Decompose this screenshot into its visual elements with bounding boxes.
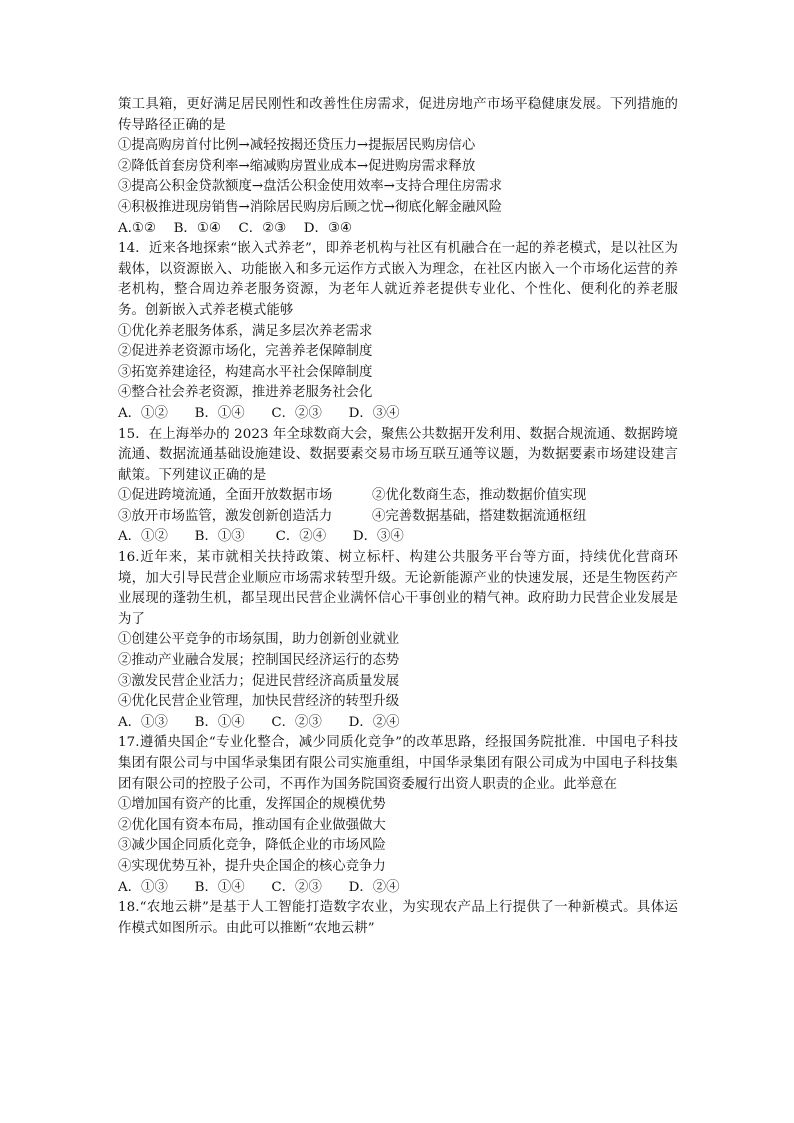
question-16-option-1: ①创建公平竞争的市场氛围，助力创新创业就业 — [118, 632, 400, 648]
question-13-option-4: ④积极推进现房销售→消除居民购房后顾之忧→彻底化解金融风险 — [118, 199, 502, 215]
question-16 — [118, 548, 678, 733]
question-14-answers: A．①② B．①④ C．②③ D．③④ — [118, 405, 400, 421]
question-17 — [118, 733, 678, 898]
question-14-stem: 14．近来各地探索“嵌入式养老”，即养老机构与社区有机融合在一起的养老模式，是以社区为载体，以资源嵌入、功能嵌入和多元运作方式嵌入为理念，在社区内嵌入一个市场化运营的养老机构，整合周边养老服务资源，为老年人就近养老提供专业化、个性化、便利化的养老服务。创新嵌入式养老模式能够 — [118, 241, 678, 318]
question-17-stem: 17.遵循央国企“专业化整合，减少同质化竞争”的改革思路，经报国务院批准．中国电子科技集团有限公司与中国华录集团有限公司实施重组，中国华录集团有限公司成为中国电子科技集团有限公司的控股子公司，不再作为国务院国资委履行出资人职责的企业。此举意在 — [118, 735, 678, 792]
question-15-option-1: ①促进跨境流通，全面开放数据市场 — [118, 488, 333, 504]
question-16-option-2: ②推动产业融合发展；控制国民经济运行的态势 — [118, 653, 400, 669]
question-15-options-row-2 — [118, 507, 678, 528]
question-15-stem: 15．在上海举办的 2023 年全球数商大会，聚焦公共数据开发利用、数据合规流通、数据跨境流通、数据流通基础设施建设、数据要素交易市场互联互通等议题，为数据要素市场建设建言献策。下列建议正确的是 — [118, 426, 678, 483]
question-15-option-4: ④完善数据基础，搭建数据流通枢纽 — [372, 508, 587, 524]
question-14-option-3: ③拓宽养建途径，构建高水平社会保障制度 — [118, 364, 373, 380]
question-14-option-4: ④整合社会养老资源，推进养老服务社会化 — [118, 385, 373, 401]
question-15-option-3: ③放开市场监管，激发创新创造活力 — [118, 508, 333, 524]
question-13-option-1: ①提高购房首付比例→减轻按揭还贷压力→提振居民购房信心 — [118, 138, 476, 154]
question-15 — [118, 425, 678, 549]
question-14-option-1: ①优化养老服务体系，满足多层次养老需求 — [118, 323, 373, 339]
question-14-option-2: ②促进养老资源市场化，完善养老保障制度 — [118, 344, 373, 360]
question-15-answers: A．①② B．①③ C．②④ D．③④ — [118, 529, 404, 545]
question-17-answers: A．①③ B．①④ C．②③ D．②④ — [118, 879, 400, 895]
question-17-option-4: ④实现优势互补，提升央企国企的核心竞争力 — [118, 858, 386, 874]
question-14 — [118, 239, 678, 424]
exam-page — [118, 95, 678, 939]
question-13 — [118, 95, 678, 239]
question-13-option-2: ②降低首套房贷利率→缩减购房置业成本→促进购房需求释放 — [118, 158, 476, 174]
question-17-option-1: ①增加国有资产的比重，发挥国企的规模优势 — [118, 797, 386, 813]
question-18 — [118, 898, 678, 939]
question-18-stem: 18.“农地云耕”是基于人工智能打造数字农业，为实现农产品上行提供了一种新模式。具体运作模式如图所示。由此可以推断“农地云耕” — [118, 900, 678, 936]
question-16-option-4: ④优化民营企业管理，加快民营经济的转型升级 — [118, 694, 400, 710]
question-13-answers: A.①② B．①④ C．②③ D．③④ — [118, 220, 352, 236]
question-15-option-2: ②优化数商生态，推动数据价值实现 — [372, 488, 587, 504]
question-16-option-3: ③激发民营企业活力；促进民营经济高质量发展 — [118, 673, 400, 689]
question-13-stem: 策工具箱，更好满足居民刚性和改善性住房需求，促进房地产市场平稳健康发展。下列措施的传导路径正确的是 — [118, 97, 678, 133]
question-17-option-3: ③减少国企同质化竞争，降低企业的市场风险 — [118, 838, 386, 854]
question-16-stem: 16.近年来，某市就相关扶持政策、树立标杆、构建公共服务平台等方面，持续优化营商环境，加大引导民营企业顺应市场需求转型升级。无论新能源产业的快速发展，还是生物医药产业展现的蓬勃生机，都呈现出民营企业满怀信心干事创业的精气神。政府助力民营企业发展是为了 — [118, 550, 678, 627]
question-15-options-row-1 — [118, 486, 678, 507]
question-16-answers: A．①③ B．①④ C．②③ D．②④ — [118, 714, 400, 730]
question-17-option-2: ②优化国有资本布局，推动国有企业做强做大 — [118, 817, 386, 833]
question-13-option-3: ③提高公积金贷款额度→盘活公积金使用效率→支持合理住房需求 — [118, 179, 502, 195]
